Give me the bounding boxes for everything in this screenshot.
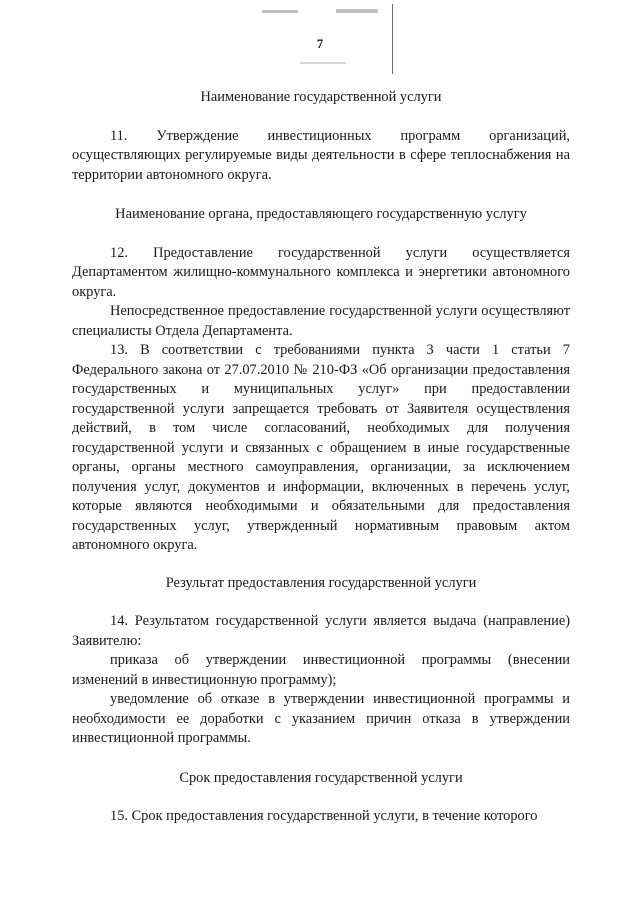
paragraph-11: 11. Утверждение инвестиционных программ организаций, осуществляющих регулируемые виды деятельности в сфере теплоснабжения на территории автономного округа.: [72, 127, 570, 183]
paragraph-15: 15. Срок предоставления государственной услуги, в течение которого: [110, 808, 538, 824]
authority-heading: Наименование органа, предоставляющего государственную услугу: [115, 206, 527, 222]
paragraph-12: 12. Предоставление государственной услуги осуществляется Департаментом жилищно-коммунального комплекса и энергетики автономного округа.: [72, 244, 570, 300]
term-heading: Срок предоставления государственной услуги: [179, 769, 463, 786]
result-heading: Результат предоставления государственной услуги: [165, 574, 477, 591]
scan-mark-left: [262, 10, 298, 13]
scan-mark-bottom: [300, 62, 346, 64]
scan-mark-right: [336, 9, 378, 13]
document-body: [72, 88, 570, 827]
paragraph-14: 14. Результатом государственной услуги является выдача (направление) Заявителю:: [72, 613, 570, 649]
paragraph-13: 13. В соответствии с требованиями пункта 3 части 1 статьи 7 Федерального закона от 27.07.2010 № 210-ФЗ «Об организации предоставления государственных и муниципальных услуг» при предоставлении государственной услуги запрещается требовать от Заявителя осуществления действий, в том числе согласований, необходимых для получения государственной услуги и связанных с обращением в иные государственные органы, органы местного самоуправления, организации, за исключением получения услуг, документов и информации, включенных в перечень услуг, которые являются необходимыми и обязательными для предоставления государственных услуг, утвержденный нормативным правовым актом автономного округа.: [72, 342, 570, 553]
page-number: 7: [316, 36, 324, 51]
paragraph-14-item-1: приказа об утверждении инвестиционной программы (внесении изменений в инвестиционную программу);: [72, 652, 570, 688]
service-name-heading: Наименование государственной услуги: [200, 89, 442, 105]
paragraph-14-item-2: уведомление об отказе в утверждении инвестиционной программы и необходимости ее доработки с указанием причин отказа в утверждении инвестиционной программы.: [72, 691, 570, 746]
paragraph-12-direct: Непосредственное предоставление государственной услуги осуществляют специалисты Отдела Департамента.: [72, 303, 570, 339]
